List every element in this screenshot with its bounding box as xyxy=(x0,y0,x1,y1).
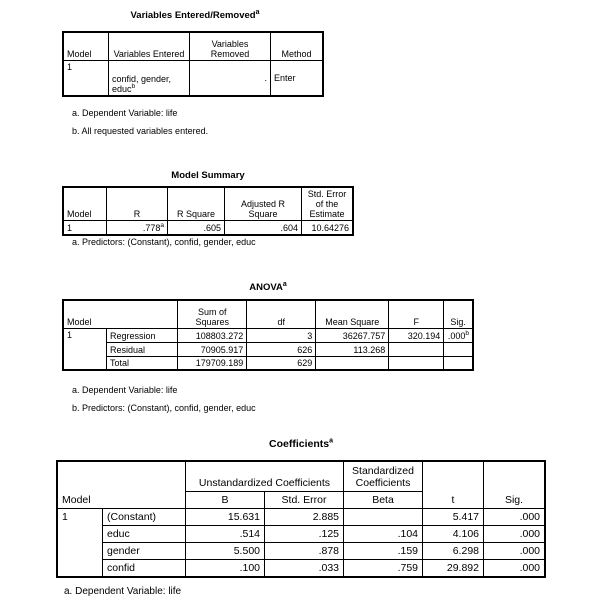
cell-variables-entered: confid, gender, educ$^b$ xyxy=(109,60,190,96)
cell-row-name: Regression xyxy=(107,328,178,342)
cell-beta: .159 xyxy=(344,542,423,559)
cell-sum-of-squares: 70905.917 xyxy=(178,342,247,356)
model-summary-title: Model Summary xyxy=(171,170,245,181)
header-model: Model xyxy=(57,461,186,508)
cell-sig: .000 xyxy=(484,542,546,559)
cell-adjusted-r-square: .604 xyxy=(225,221,302,235)
cell-sum-of-squares: 179709.189 xyxy=(178,356,247,370)
cell-df: 626 xyxy=(247,342,316,356)
header-std-error: Std. Error xyxy=(265,491,344,508)
t4-footnote-a: a. Dependent Variable: life xyxy=(64,586,182,597)
anova-table xyxy=(62,299,474,371)
cell-std-error: .125 xyxy=(265,525,344,542)
cell-sig xyxy=(444,356,473,370)
table-row xyxy=(63,328,473,342)
cell-sig: .000 xyxy=(484,559,546,577)
header-r: R xyxy=(107,187,168,221)
cell-row-name: Residual xyxy=(107,342,178,356)
cell-beta: .104 xyxy=(344,525,423,542)
cell-sig: .000$^b$ xyxy=(444,328,473,342)
cell-mean-square: 113.268 xyxy=(316,342,389,356)
cell-std-error: .878 xyxy=(265,542,344,559)
cell-mean-square xyxy=(316,356,389,370)
cell-t: 29.892 xyxy=(423,559,484,577)
cell-variables-removed: . xyxy=(190,60,271,96)
cell-row-name: Total xyxy=(107,356,178,370)
table-row xyxy=(57,525,545,542)
header-unstandardized: Unstandardized Coefficients xyxy=(186,461,344,491)
header-model: Model xyxy=(63,187,107,221)
cell-b: .514 xyxy=(186,525,265,542)
cell-t: 5.417 xyxy=(423,508,484,525)
t1-footnote-b: b. All requested variables entered. xyxy=(72,126,209,136)
cell-std-error: .033 xyxy=(265,559,344,577)
cell-row-name: (Constant) xyxy=(103,508,186,525)
header-model: Model xyxy=(63,300,178,328)
cell-sum-of-squares: 108803.272 xyxy=(178,328,247,342)
header-sum-of-squares: Sum of Squares xyxy=(178,300,247,328)
header-adjusted-r-square: Adjusted R Square xyxy=(225,187,302,221)
cell-sig: .000 xyxy=(484,525,546,542)
cell-beta xyxy=(344,508,423,525)
cell-std-error: 2.885 xyxy=(265,508,344,525)
cell-f xyxy=(389,342,444,356)
header-sig: Sig. xyxy=(444,300,473,328)
header-variables-entered: Variables Entered xyxy=(109,32,190,60)
cell-mean-square: 36267.757 xyxy=(316,328,389,342)
coefficients-title: Coefficients$^a$ xyxy=(269,437,333,450)
header-f: F xyxy=(389,300,444,328)
cell-df: 629 xyxy=(247,356,316,370)
header-std-error: Std. Error of the Estimate xyxy=(302,187,354,221)
cell-b: 15.631 xyxy=(186,508,265,525)
table-row xyxy=(63,356,473,370)
anova-title: ANOVA$^a$ xyxy=(249,280,287,293)
coefficients-table xyxy=(56,460,546,578)
cell-model: 1 xyxy=(63,221,107,235)
cell-std-error: 10.64276 xyxy=(302,221,354,235)
cell-row-name: confid xyxy=(103,559,186,577)
t3-footnote-a: a. Dependent Variable: life xyxy=(72,385,178,395)
t2-footnote-a: a. Predictors: (Constant), confid, gender, educ xyxy=(72,237,256,247)
header-variables-removed: Variables Removed xyxy=(190,32,271,60)
cell-sig: .000 xyxy=(484,508,546,525)
header-df: df xyxy=(247,300,316,328)
cell-model: 1 xyxy=(63,328,107,370)
model-summary-table xyxy=(62,186,354,236)
header-standardized: Standardized Coefficients xyxy=(344,461,423,491)
t1-footnote-a: a. Dependent Variable: life xyxy=(72,108,178,118)
cell-row-name: gender xyxy=(103,542,186,559)
cell-f: 320.194 xyxy=(389,328,444,342)
table-row xyxy=(57,508,545,525)
header-b: B xyxy=(186,491,265,508)
cell-sig xyxy=(444,342,473,356)
table-row xyxy=(57,559,545,577)
table-row xyxy=(57,542,545,559)
header-beta: Beta xyxy=(344,491,423,508)
variables-entered-table xyxy=(62,31,324,97)
cell-method: Enter xyxy=(271,60,324,96)
variables-entered-title: Variables Entered/Removed$^a$ xyxy=(130,8,260,21)
cell-r-square: .605 xyxy=(168,221,225,235)
cell-beta: .759 xyxy=(344,559,423,577)
table-row xyxy=(63,342,473,356)
cell-r: .778$^a$ xyxy=(107,221,168,235)
cell-t: 6.298 xyxy=(423,542,484,559)
t3-footnote-b: b. Predictors: (Constant), confid, gender, educ xyxy=(72,403,256,413)
header-mean-square: Mean Square xyxy=(316,300,389,328)
header-model: Model xyxy=(63,32,109,60)
cell-df: 3 xyxy=(247,328,316,342)
header-t: t xyxy=(423,461,484,508)
cell-f xyxy=(389,356,444,370)
header-sig: Sig. xyxy=(484,461,546,508)
cell-b: 5.500 xyxy=(186,542,265,559)
cell-model: 1 xyxy=(63,60,109,96)
cell-t: 4.106 xyxy=(423,525,484,542)
header-method: Method xyxy=(271,32,324,60)
cell-model: 1 xyxy=(57,508,103,577)
cell-row-name: educ xyxy=(103,525,186,542)
header-r-square: R Square xyxy=(168,187,225,221)
cell-b: .100 xyxy=(186,559,265,577)
